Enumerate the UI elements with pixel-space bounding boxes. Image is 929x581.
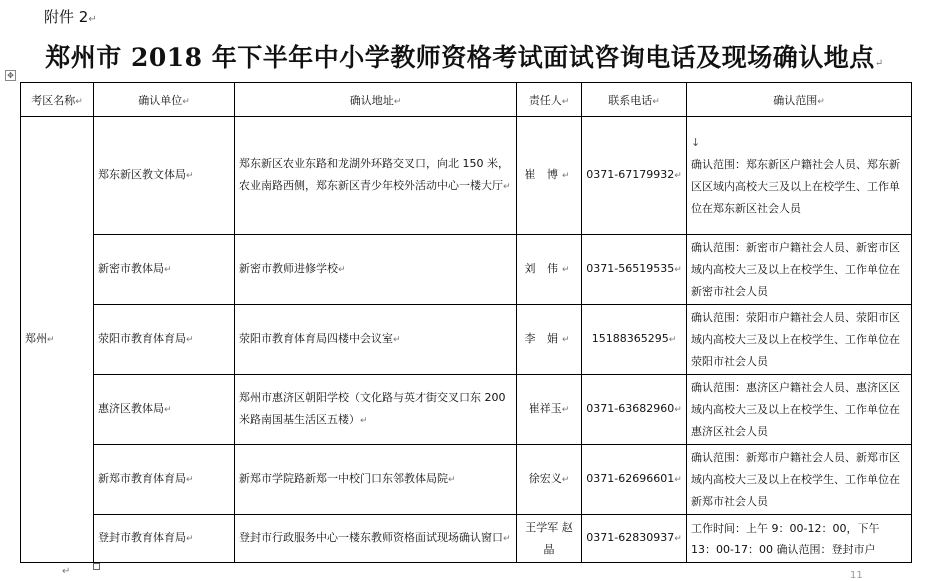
table-row — [21, 235, 912, 305]
col-header-unit: 确认单位↵ — [94, 83, 235, 117]
person-cell: 王学军 赵 晶 — [517, 515, 582, 563]
unit-cell: 新密市教体局↵ — [94, 235, 235, 305]
person-cell: 徐宏义↵ — [517, 445, 582, 515]
scope-cell: 确认范围：新郑市户籍社会人员、新郑市区域内高校大三及以上在校学生、工作单位在新郑市社会人员 — [687, 445, 912, 515]
phone-cell: 0371-62830937↵ — [582, 515, 687, 563]
scope-cell: 确认范围：新密市户籍社会人员、新密市区域内高校大三及以上在校学生、工作单位在新密市社会人员 — [687, 235, 912, 305]
table-header-row — [21, 83, 912, 117]
address-cell: 郑州市惠济区朝阳学校（文化路与英才街交叉口东 200 米路南国基生活区五楼）↵ — [235, 375, 517, 445]
col-header-phone: 联系电话↵ — [582, 83, 687, 117]
table-row — [21, 515, 912, 563]
unit-cell: 荥阳市教育体育局↵ — [94, 305, 235, 375]
phone-cell: 0371-67179932↵ — [582, 117, 687, 235]
col-header-address: 确认地址↵ — [235, 83, 517, 117]
unit-cell: 登封市教育体育局↵ — [94, 515, 235, 563]
scope-cell: 确认范围：荥阳市户籍社会人员、荥阳市区域内高校大三及以上在校学生、工作单位在荥阳市社会人员 — [687, 305, 912, 375]
person-cell: 崔 博↵ — [517, 117, 582, 235]
phone-cell: 0371-63682960↵ — [582, 375, 687, 445]
table-row — [21, 117, 912, 235]
scope-cell: 工作时间：上午 9：00-12：00，下午 13：00-17：00 确认范围：登封市户 — [687, 515, 912, 563]
phone-cell: 0371-56519535↵ — [582, 235, 687, 305]
table-row — [21, 445, 912, 515]
scope-cell: 确认范围：惠济区户籍社会人员、惠济区区域内高校大三及以上在校学生、工作单位在惠济区社会人员 — [687, 375, 912, 445]
col-header-person: 责任人↵ — [517, 83, 582, 117]
address-cell: 新郑市学院路新郑一中校门口东邻教体局院↵ — [235, 445, 517, 515]
col-header-district: 考区名称↵ — [21, 83, 94, 117]
table-move-handle-icon[interactable]: ✥ — [5, 70, 16, 81]
address-cell: 新密市教师进修学校↵ — [235, 235, 517, 305]
document-title: 郑州市 2018 年下半年中小学教师资格考试面试咨询电话及现场确认地点↵ — [45, 43, 884, 72]
address-cell: 登封市行政服务中心一楼东教师资格面试现场确认窗口↵ — [235, 515, 517, 563]
scope-cell: ↓ 确认范围：郑东新区户籍社会人员、郑东新区区域内高校大三及以上在校学生、工作单位在郑东新区社会人员 — [687, 117, 912, 235]
table-resize-handle-icon[interactable] — [93, 563, 100, 570]
district-cell: 郑州↵ — [21, 117, 94, 563]
unit-cell: 惠济区教体局↵ — [94, 375, 235, 445]
address-cell: 郑东新区农业东路和龙湖外环路交叉口，向北 150 米，农业南路西侧，郑东新区青少年校外活动中心一楼大厅↵ — [235, 117, 517, 235]
col-header-scope: 确认范围↵ — [687, 83, 912, 117]
paragraph-mark-icon: ↵ — [62, 566, 71, 577]
attachment-label: 附件 2↵ — [44, 8, 97, 26]
address-cell: 荥阳市教育体育局四楼中会议室↵ — [235, 305, 517, 375]
phone-cell: 0371-62696601↵ — [582, 445, 687, 515]
person-cell: 刘 伟↵ — [517, 235, 582, 305]
unit-cell: 新郑市教育体育局↵ — [94, 445, 235, 515]
page-number: 11 — [850, 570, 863, 581]
person-cell: 李 娟↵ — [517, 305, 582, 375]
table-row — [21, 305, 912, 375]
table-row — [21, 375, 912, 445]
person-cell: 崔祥玉↵ — [517, 375, 582, 445]
confirmation-sites-table — [20, 82, 912, 563]
unit-cell: 郑东新区教文体局↵ — [94, 117, 235, 235]
phone-cell: 15188365295↵ — [582, 305, 687, 375]
